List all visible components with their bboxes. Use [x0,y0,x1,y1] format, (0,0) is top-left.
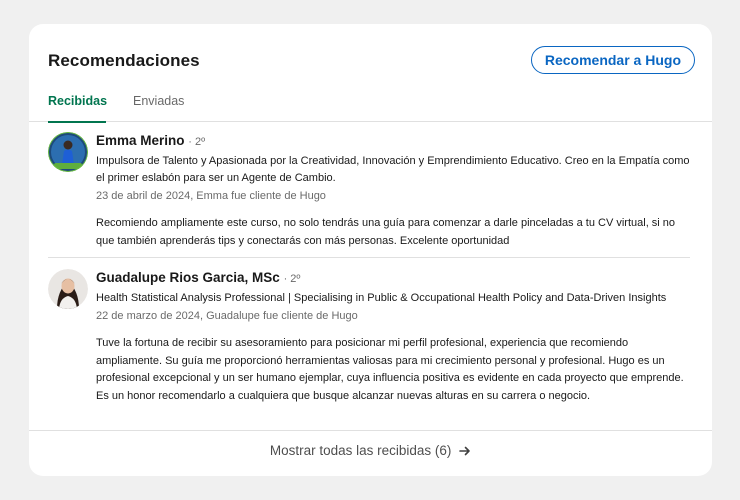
connection-degree: · 2º [188,136,206,148]
tab-recibidas[interactable]: Recibidas [48,94,106,122]
avatar-guadalupe-icon [48,269,88,309]
tab-enviadas[interactable]: Enviadas [133,94,185,108]
avatar[interactable] [48,269,88,309]
section-header [29,24,712,94]
avatar-emma-icon [48,132,88,172]
recommender-headline: Health Statistical Analysis Professional | Specialising in Public & Occupational Health Policy and Data-Driven Insights [96,292,667,304]
recommendation-date: 23 de abril de 2024, Emma fue cliente de Hugo [96,190,326,202]
connection-degree: · 2º [283,273,301,285]
recommender-name[interactable]: Emma Merino [96,133,185,148]
recommendation-body [96,132,690,250]
tab-bar [29,86,712,122]
recommender-headline: Impulsora de Talento y Apasionada por la Creatividad, Innovación y Emprendimiento Educativo. Creo en la Empatía como el primer eslabón para ser un Agente de Cambio. [96,155,690,184]
arrow-right-icon [459,445,471,457]
recommend-button[interactable]: Recomendar a Hugo [531,46,695,74]
recommendation-date: 22 de marzo de 2024, Guadalupe fue cliente de Hugo [96,310,358,322]
show-all-label: Mostrar todas las recibidas (6) [269,443,452,458]
recommendation-text: Tuve la fortuna de recibir su asesoramiento para posicionar mi perfil profesional, experiencia que recomiendo ampliamente. Su guía me proporcionó herramientas valiosas para mi crecimiento personal y profesional. Hugo es un profesional excepcional y un ser humano ejemplar, cuya influencia positiva es evidente en cada proyecto que emprende. Es un honor recomendarlo a cualquiera que busque alcanzar nuevas alturas en su carrera o negocio. [96,337,684,402]
divider [48,257,690,258]
footer [29,430,712,476]
recommendation-text: Recomiendo ampliamente este curso, no solo tendrás una guía para comenzar a darle pinceladas a tu CV virtual, si no que también aprenderás tips y conectarás con más personas. Excelente oportunidad [96,217,676,247]
recommendations-card [29,24,712,476]
avatar[interactable] [48,132,88,172]
recommendation-body [96,269,690,405]
recommender-name[interactable]: Guadalupe Rios Garcia, MSc [96,270,280,285]
section-title: Recomendaciones [48,51,200,70]
show-all-link[interactable] [270,443,471,458]
